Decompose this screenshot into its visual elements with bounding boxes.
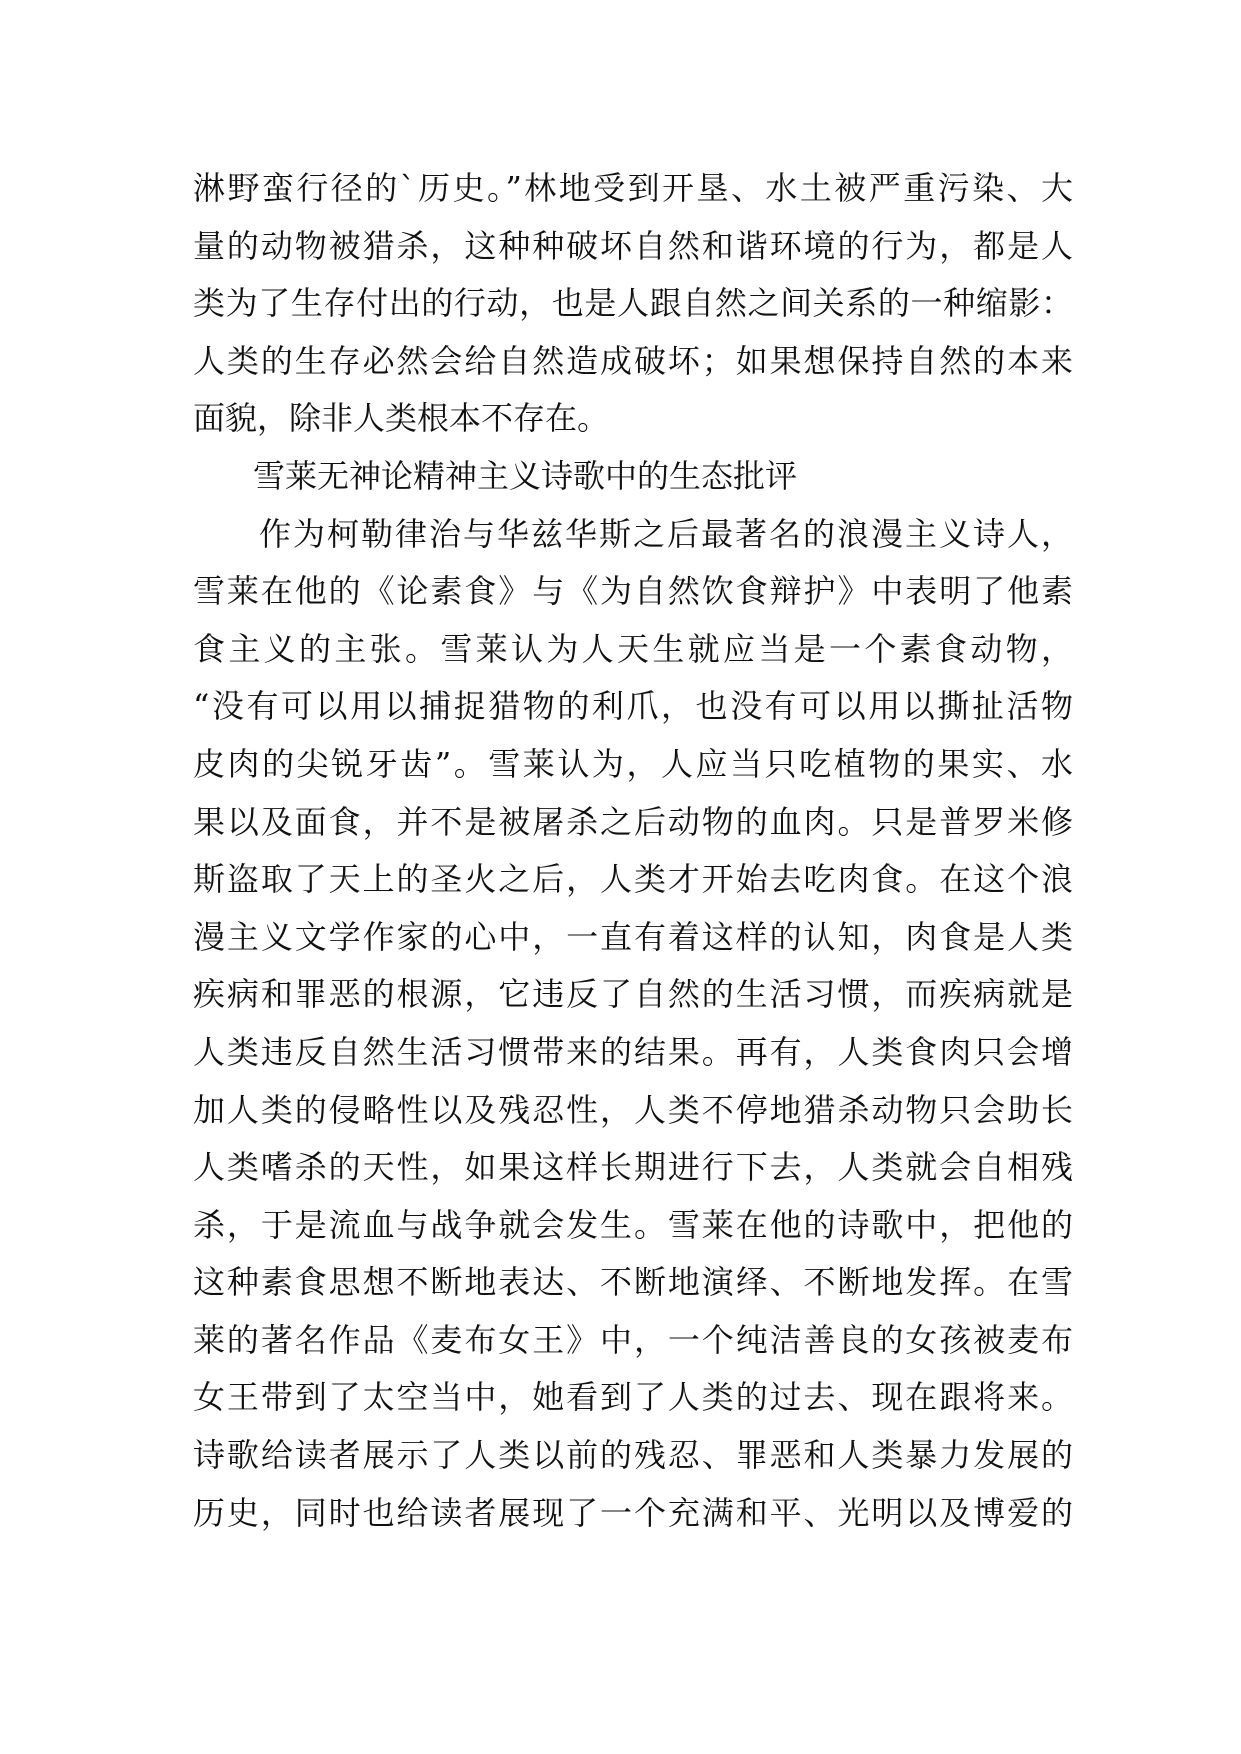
paragraph-line: 类为了生存付出的行动，也是人跟自然之间关系的一种缩影： bbox=[193, 284, 1073, 323]
paragraph-line: 量的动物被猎杀，这种种破坏自然和谐环境的行为，都是人 bbox=[193, 226, 1073, 265]
body-line: 斯盗取了天上的圣火之后，人类才开始去吃肉食。在这个浪 bbox=[193, 860, 1073, 899]
body-line: 人类违反自然生活习惯带来的结果。再有，人类食肉只会增 bbox=[193, 1032, 1073, 1071]
body-line: 疾病和罪恶的根源，它违反了自然的生活习惯，而疾病就是 bbox=[193, 975, 1073, 1014]
body-line: 雪莱在他的《论素食》与《为自然饮食辩护》中表明了他素 bbox=[193, 572, 1073, 611]
body-line: 作为柯勒律治与华兹华斯之后最著名的浪漫主义诗人， bbox=[259, 514, 1073, 553]
document-text bbox=[193, 160, 1073, 1542]
body-line: 女王带到了太空当中，她看到了人类的过去、现在跟将来。 bbox=[193, 1378, 1073, 1417]
body-line: 漫主义文学作家的心中，一直有着这样的认知，肉食是人类 bbox=[193, 917, 1073, 956]
body-line: 加人类的侵略性以及残忍性，人类不停地猎杀动物只会助长 bbox=[193, 1090, 1073, 1129]
section-heading: 雪莱无神论精神主义诗歌中的生态批评 bbox=[253, 456, 798, 495]
body-line: “没有可以用以捕捉猎物的利爪，也没有可以用以撕扯活物 bbox=[193, 687, 1073, 726]
paragraph-line: 人类的生存必然会给自然造成破坏；如果想保持自然的本来 bbox=[193, 341, 1073, 380]
body-line: 果以及面食，并不是被屠杀之后动物的血肉。只是普罗米修 bbox=[193, 802, 1073, 841]
paragraph-line: 面貌，除非人类根本不存在。 bbox=[193, 399, 610, 438]
body-line: 杀，于是流血与战争就会发生。雪莱在他的诗歌中，把他的 bbox=[193, 1205, 1073, 1244]
body-line: 人类嗜杀的天性，如果这样长期进行下去，人类就会自相残 bbox=[193, 1148, 1073, 1187]
paragraph-line: 淋野蛮行径的`历史。”林地受到开垦、水土被严重污染、大 bbox=[193, 169, 1073, 207]
body-line: 莱的著名作品《麦布女王》中，一个纯洁善良的女孩被麦布 bbox=[193, 1320, 1073, 1359]
body-line: 历史，同时也给读者展现了一个充满和平、光明以及博爱的 bbox=[193, 1493, 1073, 1532]
body-line: 诗歌给读者展示了人类以前的残忍、罪恶和人类暴力发展的 bbox=[193, 1436, 1073, 1475]
body-line: 食主义的主张。雪莱认为人天生就应当是一个素食动物， bbox=[193, 629, 1073, 668]
body-line: 皮肉的尖锐牙齿”。雪莱认为，人应当只吃植物的果实、水 bbox=[193, 744, 1073, 783]
body-line: 这种素食思想不断地表达、不断地演绎、不断地发挥。在雪 bbox=[193, 1263, 1073, 1302]
